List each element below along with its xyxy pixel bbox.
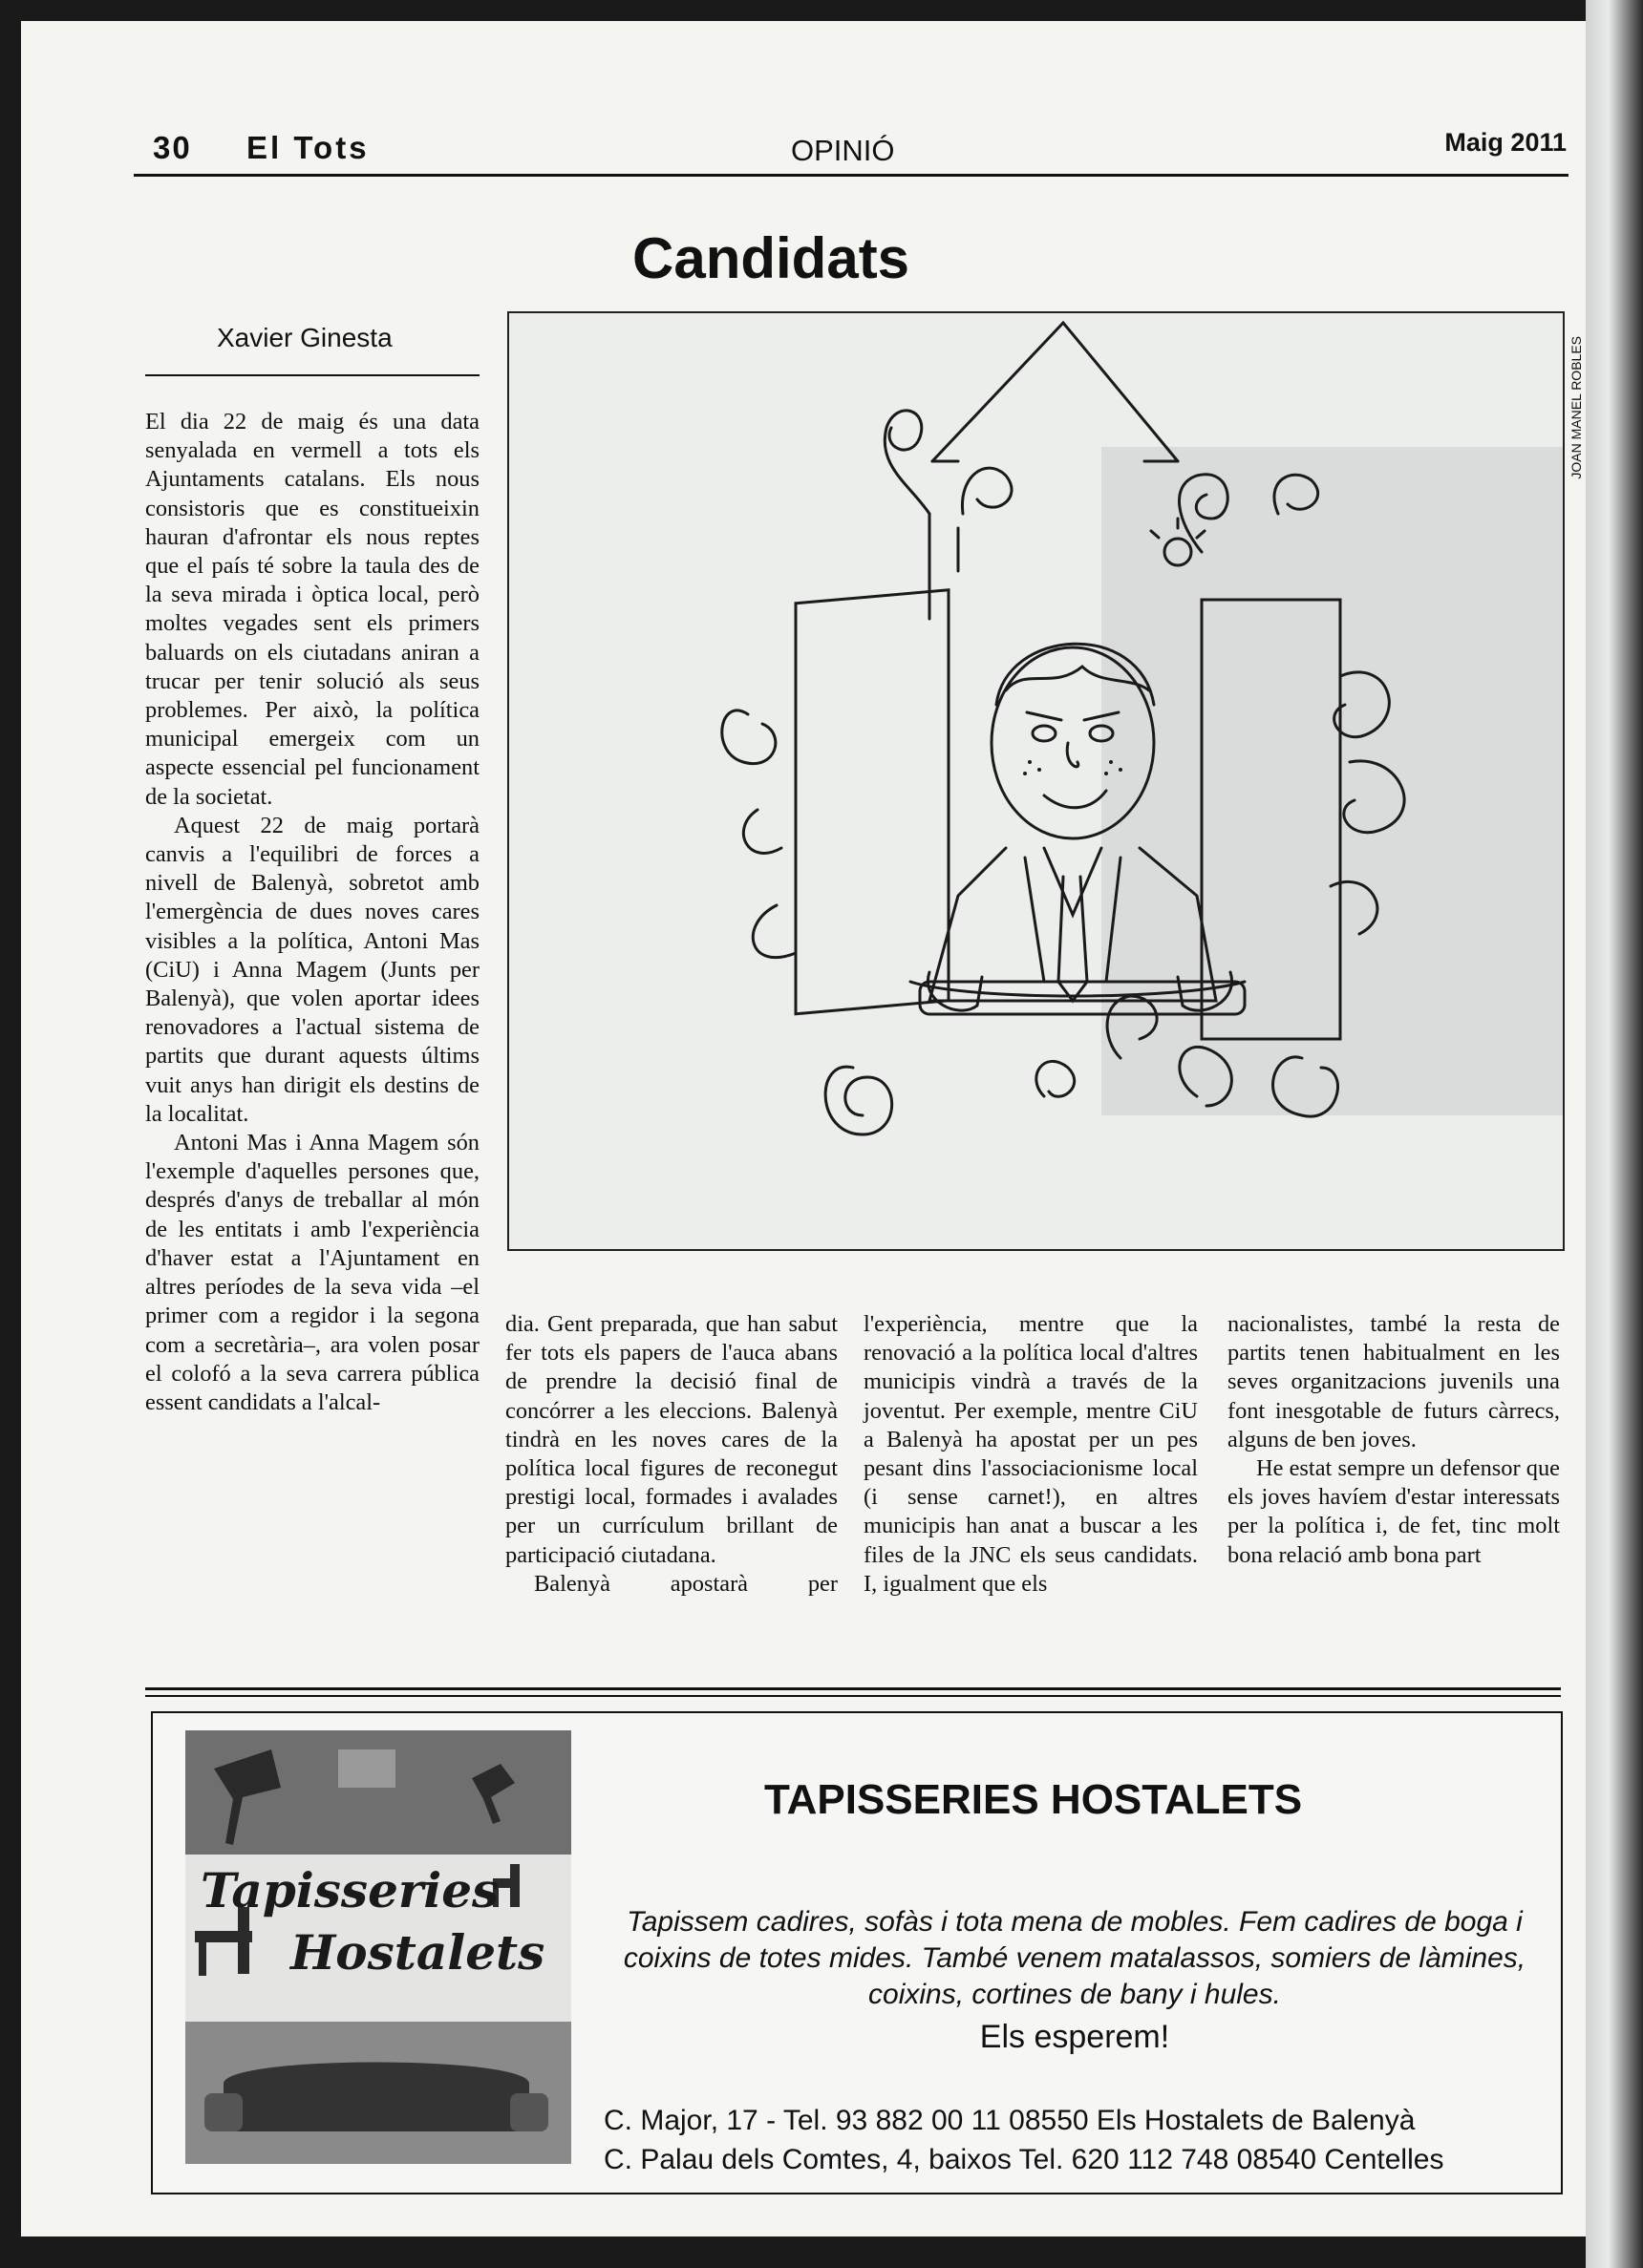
paragraph: Aquest 22 de maig portarà canvis a l'equilibri de forces a nivell de Balenyà, sobretot amb l'emergència de dues noves cares visibles a la política, Antoni Mas (CiU) i Anna Magem (Junts per Balenyà), que volen aportar idees renovadores a l'actual sistema de partits que durant aquests últims vuit anys han dirigit els destins de la localitat. — [145, 812, 480, 1127]
advertisement-invitation: Els esperem! — [979, 2019, 1170, 2055]
paragraph: Balenyà apostarà per — [534, 1570, 838, 1597]
paragraph: El dia 22 de maig és una data senyalada en vermell a tots els Ajuntaments catalans. Els nous consistoris que es constitueixin hauran d'afrontar els nous reptes que el país té sobre la taula des de la seva mirada i òptica local, però moltes vegades sent els primers baluards on els ciutadans aniran a trucar per tenir solució als seus problemes. Per això, la política municipal emergeix com un aspecte essencial pel funcionament de la societat. — [145, 409, 480, 810]
section-label: OPINIÓ — [791, 134, 895, 167]
issue-date: Maig 2011 — [1444, 128, 1567, 157]
paragraph: l'experiència, mentre que la renovació a la política local d'altres municipis vindrà a través de la joventut. Per exemple, mentre CiU a Balenyà ha apostat per un pes pesant dins l'associacionisme local (i sense carnet!), en altres municipis han anat a buscar a les files de la JNC els seus candidats. I, igualment que els — [864, 1311, 1198, 1597]
article-author: Xavier Ginesta — [217, 323, 393, 352]
page-number: 30 — [153, 130, 192, 165]
upholstery-logo-drawing — [185, 1730, 571, 2164]
logo-text-line-1: Tapisseries — [201, 1862, 500, 1918]
paragraph: nacionalistes, també la resta de partits tenen habitualment en les seves organitzacions juvenils una font inesgotable de futurs càrrecs, alguns de ben joves. — [1227, 1311, 1560, 1452]
advertisement-description: Tapissem cadires, sofàs i tota mena de mobles. Fem cadires de boga i coixins de totes mides. També venem matalassos, somiers de làmines, coixins, cortines de bany i hules. — [623, 1906, 1526, 2010]
advertisement-title: TAPISSERIES HOSTALETS — [764, 1776, 1303, 1823]
newspaper-page — [21, 21, 1607, 2236]
paragraph: Antoni Mas i Anna Magem són l'exemple d'aquelles persones que, després d'anys de treballar al món de les entitats i amb l'experiència d'haver estat a l'Ajuntament en altres períodes de la seva vida –el primer com a regidor i la segona com a secretària–, ara volen posar el colofó a la seva carrera pública essent candidats a l'alcal- — [145, 1130, 480, 1415]
author-divider — [145, 374, 480, 376]
cartoon-illustration — [507, 311, 1565, 1251]
paragraph: dia. Gent preparada, que han sabut fer tots els papers de l'auca abans de prendre la decisió final de concórrer a les eleccions. Balenyà tindrà en les noves cares de la política local figures de reconegut prestigi local, formades i avalades per un currículum brillant de participació ciutadana. — [505, 1311, 838, 1568]
article-column-1 — [145, 408, 480, 1417]
article-column-4 — [1227, 1310, 1560, 1570]
page-header — [134, 126, 1568, 177]
article-column-2 — [505, 1310, 838, 1599]
logo-text-line-2: Hostalets — [290, 1924, 545, 1981]
advertisement-logo-image — [185, 1730, 571, 2164]
paragraph: He estat sempre un defensor que els joves havíem d'estar interessats per la política i, de fet, tinc molt bona relació amb bona part — [1227, 1455, 1560, 1568]
binding-edge — [1586, 0, 1643, 2268]
article-title: Candidats — [632, 226, 910, 290]
advertisement-box — [151, 1711, 1563, 2194]
illustration-credit: JOAN MANEL ROBLES — [1568, 336, 1584, 479]
advertisement-address-2: C. Palau dels Comtes, 4, baixos Tel. 620 112 748 08540 Centelles — [604, 2144, 1444, 2175]
show-through-ghost — [403, 202, 416, 260]
advertisement-divider — [145, 1687, 1561, 1697]
advertisement-address-1: C. Major, 17 - Tel. 93 882 00 11 08550 Els Hostalets de Balenyà — [604, 2105, 1416, 2136]
publication-name: El Tots — [246, 130, 370, 165]
candidate-cartoon-drawing — [509, 313, 1563, 1249]
article-column-3 — [864, 1310, 1198, 1599]
